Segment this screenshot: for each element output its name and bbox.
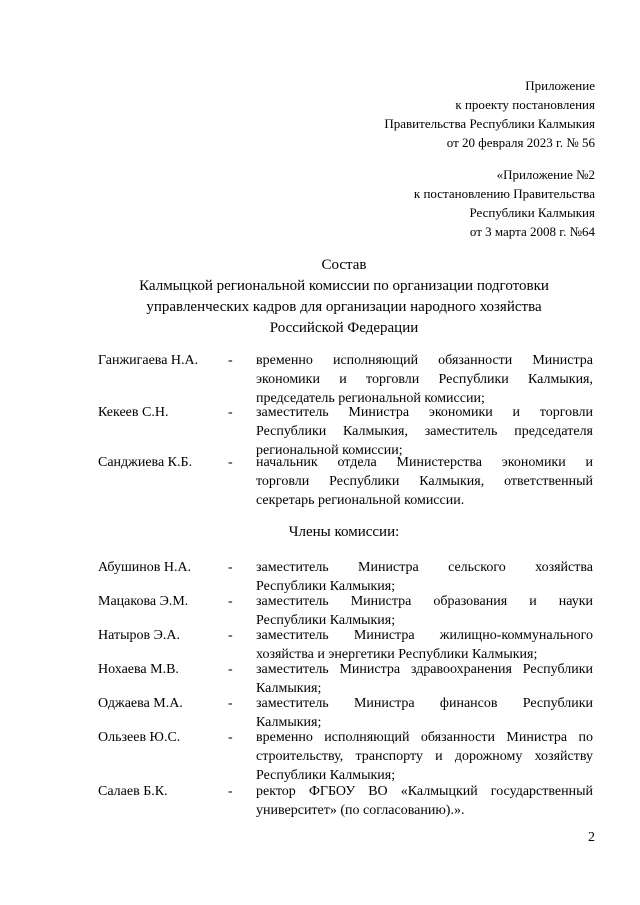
dash-separator: - xyxy=(228,353,233,368)
person-name: Нохаева М.В. xyxy=(98,662,179,677)
person-role xyxy=(256,660,593,698)
person-role xyxy=(256,403,593,460)
person-name: Салаев Б.К. xyxy=(98,784,168,799)
role-line: заместитель Министра здравоохранения Республики xyxy=(256,662,593,677)
header-line: от 20 февраля 2023 г. № 56 xyxy=(446,135,595,150)
dash-separator: - xyxy=(228,784,233,799)
role-line: Республики Калмыкия; xyxy=(256,768,396,783)
role-line: Калмыкия; xyxy=(256,715,322,730)
person-role xyxy=(256,694,593,732)
dash-separator: - xyxy=(228,662,233,677)
role-line: начальник отдела Министерства экономики и xyxy=(256,455,593,470)
role-line: временно исполняющий обязанности Министра по xyxy=(256,730,593,745)
document-title: Состав xyxy=(321,257,367,273)
document-subtitle xyxy=(90,276,598,339)
dash-separator: - xyxy=(228,455,233,470)
subtitle-line: Калмыцкой региональной комиссии по организации подготовки xyxy=(139,278,549,294)
role-line: заместитель Министра жилищно-коммунального xyxy=(256,628,593,643)
role-line: заместитель Министра сельского хозяйства xyxy=(256,560,593,575)
role-line: временно исполняющий обязанности Министра xyxy=(256,353,593,368)
role-line: председатель региональной комиссии; xyxy=(256,391,485,406)
person-role xyxy=(256,558,593,596)
attachment-header xyxy=(384,76,595,152)
members-heading: Члены комиссии: xyxy=(288,524,400,540)
person-role xyxy=(256,782,593,820)
role-line: региональной комиссии; xyxy=(256,443,403,458)
person-role xyxy=(256,626,593,664)
header-line: «Приложение №2 xyxy=(496,167,595,182)
header-line: Приложение xyxy=(525,78,595,93)
role-line: университет» (по согласованию).». xyxy=(256,803,465,818)
role-line: торговли Республики Калмыкия, ответственный xyxy=(256,474,593,489)
dash-separator: - xyxy=(228,405,233,420)
person-role xyxy=(256,728,593,785)
role-line: ректор ФГБОУ ВО «Калмыцкий государственный xyxy=(256,784,593,799)
person-name: Кекеев С.Н. xyxy=(98,405,169,420)
person-name: Мацакова Э.М. xyxy=(98,594,189,609)
dash-separator: - xyxy=(228,560,233,575)
header-line: от 3 марта 2008 г. №64 xyxy=(469,224,595,239)
role-line: Республики Калмыкия, заместитель председателя xyxy=(256,424,593,439)
role-line: заместитель Министра экономики и торговли xyxy=(256,405,593,420)
dash-separator: - xyxy=(228,730,233,745)
role-line: хозяйства и энергетики Республики Калмыкия; xyxy=(256,647,538,662)
person-name: Ганжигаева Н.А. xyxy=(98,353,199,368)
person-role xyxy=(256,351,593,408)
header-line: к проекту постановления xyxy=(455,97,595,112)
role-line: строительству, транспорту и дорожному хозяйству xyxy=(256,749,593,764)
person-role xyxy=(256,592,593,630)
dash-separator: - xyxy=(228,628,233,643)
role-line: заместитель Министра финансов Республики xyxy=(256,696,593,711)
annex-reference-header xyxy=(414,165,595,241)
subtitle-line: Российской Федерации xyxy=(269,320,419,336)
person-name: Натыров Э.А. xyxy=(98,628,180,643)
role-line: экономики и торговли Республики Калмыкия, xyxy=(256,372,593,387)
person-name: Оджаева М.А. xyxy=(98,696,183,711)
dash-separator: - xyxy=(228,696,233,711)
person-name: Абушинов Н.А. xyxy=(98,560,192,575)
role-line: Калмыкия; xyxy=(256,681,322,696)
role-line: секретарь региональной комиссии. xyxy=(256,493,465,508)
subtitle-line: управленческих кадров для организации народного хозяйства xyxy=(146,299,542,315)
page-number: 2 xyxy=(588,830,595,845)
role-line: заместитель Министра образования и науки xyxy=(256,594,593,609)
header-line: к постановлению Правительства xyxy=(413,186,595,201)
role-line: Республики Калмыкия; xyxy=(256,579,396,594)
header-line: Республики Калмыкия xyxy=(469,205,595,220)
person-role xyxy=(256,453,593,510)
role-line: Республики Калмыкия; xyxy=(256,613,396,628)
dash-separator: - xyxy=(228,594,233,609)
header-line: Правительства Республики Калмыкия xyxy=(384,116,595,131)
person-name: Ользеев Ю.С. xyxy=(98,730,181,745)
person-name: Санджиева К.Б. xyxy=(98,455,193,470)
